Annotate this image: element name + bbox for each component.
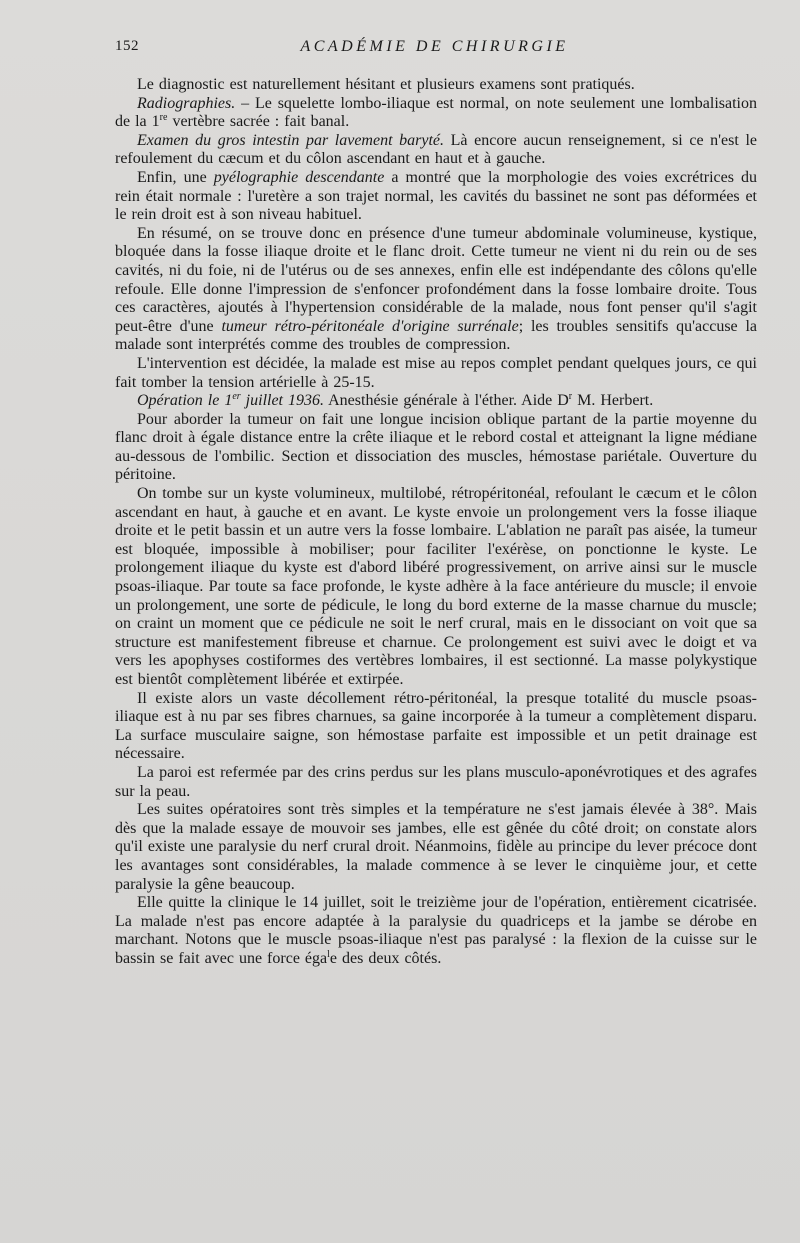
paragraph xyxy=(115,392,757,411)
paragraph xyxy=(115,485,757,690)
paragraph xyxy=(115,801,757,894)
text: Anesthésie générale à l'éther. Aide D xyxy=(324,392,569,410)
running-head: ACADÉMIE DE CHIRURGIE xyxy=(300,38,569,55)
text: Il existe alors un vaste décollement rétro-péritonéal, la presque totalité du muscle psoas-iliaque est à nu par ses fibres charnues, sa gaine incorporée à la tumeur a complètement disparu. La surface musculaire saigne, son hémostase parfaite est impossible et un petit drainage est nécessaire. xyxy=(115,689,757,763)
text: Pour aborder la tumeur on fait une longue incision oblique partant de la partie moyenne du flanc droit à égale distance entre la crête iliaque et le rebord costal et atteignant la ligne médiane au-dessous de l'ombilic. Section et dissociation des muscles, hémostase pariétale. Ouverture du péritoine. xyxy=(115,410,757,484)
paragraph xyxy=(115,132,757,169)
superscript: er xyxy=(232,391,241,403)
body-text xyxy=(115,76,757,969)
superscript: l xyxy=(327,948,330,960)
text: Là encore aucun renseignement, si ce n'est le refoulement du cæcum et du côlon ascendant en haut et à gauche. xyxy=(115,131,757,168)
text: Enfin, une xyxy=(137,168,214,186)
text: – Le squelette lombo-iliaque est normal, on note seulement une lombalisation de la xyxy=(115,94,757,131)
lead-italic: Examen du gros intestin par lavement baryté. xyxy=(137,131,445,149)
paragraph xyxy=(115,169,757,225)
paragraph xyxy=(115,690,757,764)
text: L'intervention est décidée, la malade est mise au repos complet pendant quelques jours, ce qui fait tomber la tension artérielle à 25-15. xyxy=(115,354,757,391)
text: e des deux côtés. xyxy=(329,949,442,967)
text: 1 xyxy=(151,113,160,131)
text: La paroi est refermée par des crins perdus sur les plans musculo-aponévrotiques et des agrafes sur la peau. xyxy=(115,763,757,800)
text: Elle quitte la clinique le 14 juillet, soit le treizième jour de l'opération, entièrement cicatrisée. La malade n'est pas encore adaptée à la paralysie du quadriceps et la jambe se dérobe en marchant. Notons que le muscle psoas-iliaque n'est pas paralysé : la flexion de la cuisse sur le bassin se fait avec une force éga xyxy=(115,894,757,967)
superscript: re xyxy=(159,112,168,124)
text: Le diagnostic est naturellement hésitant et plusieurs examens sont pratiqués. xyxy=(137,76,635,93)
paragraph xyxy=(115,225,757,355)
text: ; les troubles sensitifs qu'accuse la malade sont interprétés comme des troubles de compression. xyxy=(115,317,757,354)
lead-italic: juillet 1936. xyxy=(240,392,324,410)
text: a montré que la morphologie des voies excrétrices du rein était normale : l'uretère a son trajet normal, les cavités du bassinet ne sont pas déformées et le rein droit est à son niveau habituel. xyxy=(115,168,758,224)
paragraph xyxy=(115,95,757,132)
text: vertèbre sacrée : fait banal. xyxy=(167,113,350,131)
paragraph xyxy=(115,355,757,392)
text: On tombe sur un kyste volumineux, multilobé, rétropéritonéal, refoulant le cæcum et le côlon ascendant en haut, à gauche et en avant. Le kyste envoie un prolongement vers la fosse iliaque droite et le petit bassin et un autre vers la fosse lombaire. L'ablation ne paraît pas aisée, la tumeur est bloquée, impossible à mobiliser; pour faciliter l'exérèse, on ponctionne le kyste. Le prolongement iliaque du kyste est d'abord libéré progressivement, on arrive ainsi sur le muscle psoas-iliaque. Par toute sa face profonde, le kyste adhère à la face antérieure du muscle; il envoie un prolongement, une sorte de pédicule, le long du bord externe de la masse charnue du muscle; on craint un moment que ce pédicule ne soit le nerf crural, mais en le dissociant on voit que sa structure est manifestement fibreuse et charnue. Ce prolongement est suivi avec le doigt et va vers les apophyses costiformes des vertèbres lombaires, il est sectionné. La masse polykystique est bientôt complètement libérée et extirpée. xyxy=(115,485,757,688)
text: M. Herbert. xyxy=(572,392,654,410)
italic-text: pyélographie descendante xyxy=(213,168,385,186)
lead-italic: Radiographies. xyxy=(137,94,236,112)
paragraph xyxy=(115,764,757,801)
text: En résumé, on se trouve donc en présence d'une tumeur abdominale volumineuse, kystique, bloquée dans la fosse iliaque droite et le flanc droit. Cette tumeur ne vient ni du rein ou de ses cavités, ni du foie, ni de l'utérus ou de ses annexes, enfin elle est indépendante des côlons qu'elle refoule. Elle donne l'impression de s'enfoncer profondément dans la fosse lombaire droite. Tous ces caractères, ajoutés à l'hypertension considérable de la malade, nous font penser qu'il s'agit peut-être d'une xyxy=(115,224,757,335)
page-number: 152 xyxy=(115,38,139,54)
italic-text: tumeur rétro-péritonéale d'origine surrénale xyxy=(221,317,519,335)
superscript: r xyxy=(568,391,573,403)
paragraph xyxy=(115,894,757,968)
paragraph xyxy=(115,411,757,485)
lead-italic: Opération le 1 xyxy=(137,392,233,410)
text: Les suites opératoires sont très simples et la température ne s'est jamais élevée à 38°. Mais dès que la malade essaye de mouvoir ses jambes, elle est gênée du côté droit; on constate alors qu'il existe une paralysie du nerf crural droit. Néanmoins, fidèle au principe du lever précoce dont les avantages sont considérables, la malade commence à se lever le cinquième jour, et cette paralysie la gêne beaucoup. xyxy=(115,801,757,893)
page-header xyxy=(115,38,754,62)
paragraph xyxy=(115,76,757,95)
